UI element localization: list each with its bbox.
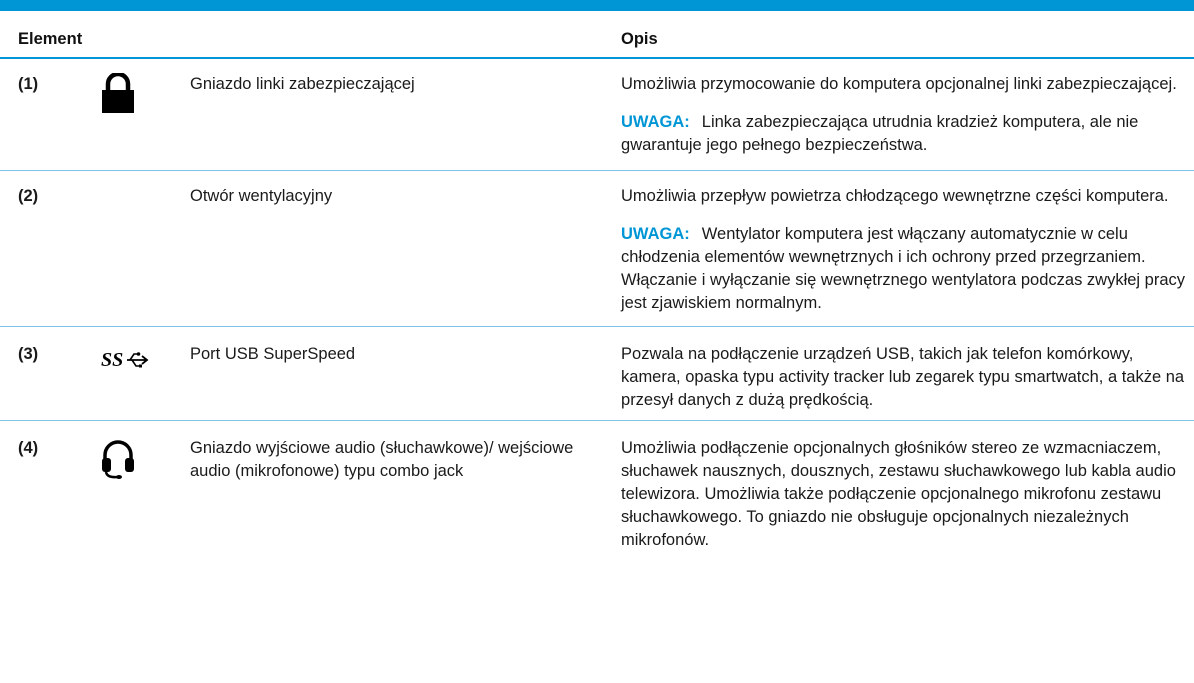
icon-cell — [80, 327, 190, 421]
note — [621, 223, 1190, 315]
icon-cell — [80, 171, 190, 327]
header-element: Element — [0, 11, 621, 58]
headset-icon — [80, 437, 190, 486]
components-table — [0, 11, 1194, 552]
note-text: Linka zabezpieczająca utrudnia kradzież komputera, ale nie gwarantuje jego pełnego bezpieczeństwa. — [621, 113, 1139, 154]
component-name: Gniazdo wyjściowe audio (słuchawkowe)/ wejściowe audio (mikrofonowe) typu combo jack — [190, 439, 574, 480]
table-row — [0, 171, 1194, 327]
component-description: Umożliwia podłączenie opcjonalnych głośników stereo ze wzmacniaczem, słuchawek nausznych, dousznych, zestawu słuchawkowego lub kabla audio telewizora. Umożliwia także podłączenie opcjonalnego mikrofonu zestawu słuchawkowego. To gniazdo nie obsługuje opcjonalnych niezależnych mikrofonów. — [621, 439, 1176, 549]
component-name: Port USB SuperSpeed — [190, 345, 356, 363]
icon-cell — [80, 421, 190, 553]
table-top-rule — [0, 0, 1194, 11]
component-description: Umożliwia przepływ powietrza chłodzącego wewnętrzne części komputera. — [621, 187, 1169, 205]
row-number: (4) — [18, 439, 39, 457]
row-number: (3) — [18, 345, 39, 363]
component-description-cell — [621, 58, 1194, 171]
table-header-row — [0, 11, 1194, 58]
table-row — [0, 421, 1194, 553]
component-description: Pozwala na podłączenie urządzeń USB, takich jak telefon komórkowy, kamera, opaska typu activity tracker lub zegarek typu smartwatch, a także na przesył danych z dużą prędkością. — [621, 345, 1185, 409]
table-row — [0, 58, 1194, 171]
svg-text:SS: SS — [101, 349, 124, 371]
row-number: (1) — [18, 75, 39, 93]
usb-superspeed-icon — [80, 343, 190, 378]
component-name: Gniazdo linki zabezpieczającej — [190, 75, 415, 93]
note-text: Wentylator komputera jest włączany automatycznie w celu chłodzenia elementów wewnętrznych i ich ochrony przed przegrzaniem. Włączanie i wyłączanie się wewnętrznego wentylatora podczas zwykłej pracy jest zjawiskiem normalnym. — [621, 225, 1186, 312]
note — [621, 111, 1190, 157]
component-name: Otwór wentylacyjny — [190, 187, 333, 205]
header-description: Opis — [621, 11, 1194, 58]
icon-cell — [80, 58, 190, 171]
component-description: Umożliwia przymocowanie do komputera opcjonalnej linki zabezpieczającej. — [621, 75, 1177, 93]
component-description-cell — [621, 171, 1194, 327]
row-number: (2) — [18, 187, 39, 205]
note-label: UWAGA: — [621, 225, 690, 243]
lock-icon — [80, 73, 190, 120]
table-row — [0, 327, 1194, 421]
note-label: UWAGA: — [621, 113, 690, 131]
